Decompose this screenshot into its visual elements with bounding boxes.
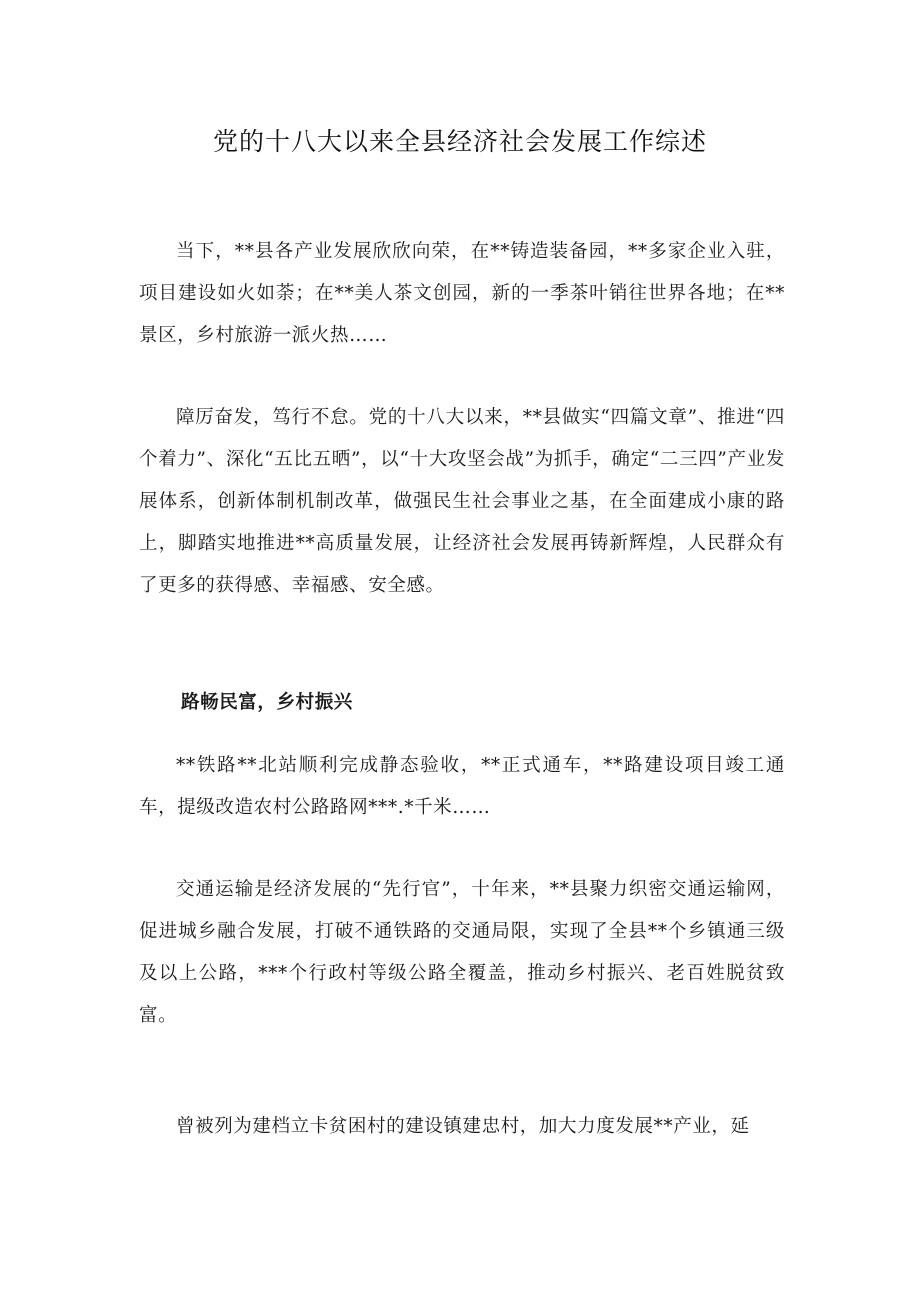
paragraph-overview: 障厉奋发，笃行不怠。党的十八大以来，**县做实“四篇文章”、推进“四个着力”、深化“五比五晒”，以“十大攻坚会战”为抓手，确定“二三四”产业发展体系，创新体制机制改革，做强民生社会事业之基，在全面建成小康的路上，脚踏实地推进**高质量发展，让经济社会发展再铸新辉煌，人民群众有了更多的获得感、幸福感、安全感。 <box>139 407 785 596</box>
paragraph-railway: **铁路**北站顺利完成静态验收，**正式通车，**路建设项目竣工通车，提级改造农村公路路网***.*千米…… <box>139 755 785 818</box>
paragraph-intro: 当下，**县各产业发展欣欣向荣，在**铸造装备园，**多家企业入驻，项目建设如火如荼；在**美人茶文创园，新的一季茶叶销往世界各地；在**景区，乡村旅游一派火热…… <box>139 241 785 346</box>
section-heading: 路畅民富，乡村振兴 <box>181 692 353 713</box>
paragraph-transport: 交通运输是经济发展的“先行官”，十年来，**县聚力织密交通运输网，促进城乡融合发展，打破不通铁路的交通局限，实现了全县**个乡镇通三级及以上公路，***个行政村等级公路全覆盖，推动乡村振兴、老百姓脱贫致富。 <box>139 879 785 1026</box>
document-title: 党的十八大以来全县经济社会发展工作综述 <box>212 127 707 156</box>
paragraph-village: 曾被列为建档立卡贫困村的建设镇建忠村，加大力度发展**产业，延 <box>176 1116 750 1137</box>
